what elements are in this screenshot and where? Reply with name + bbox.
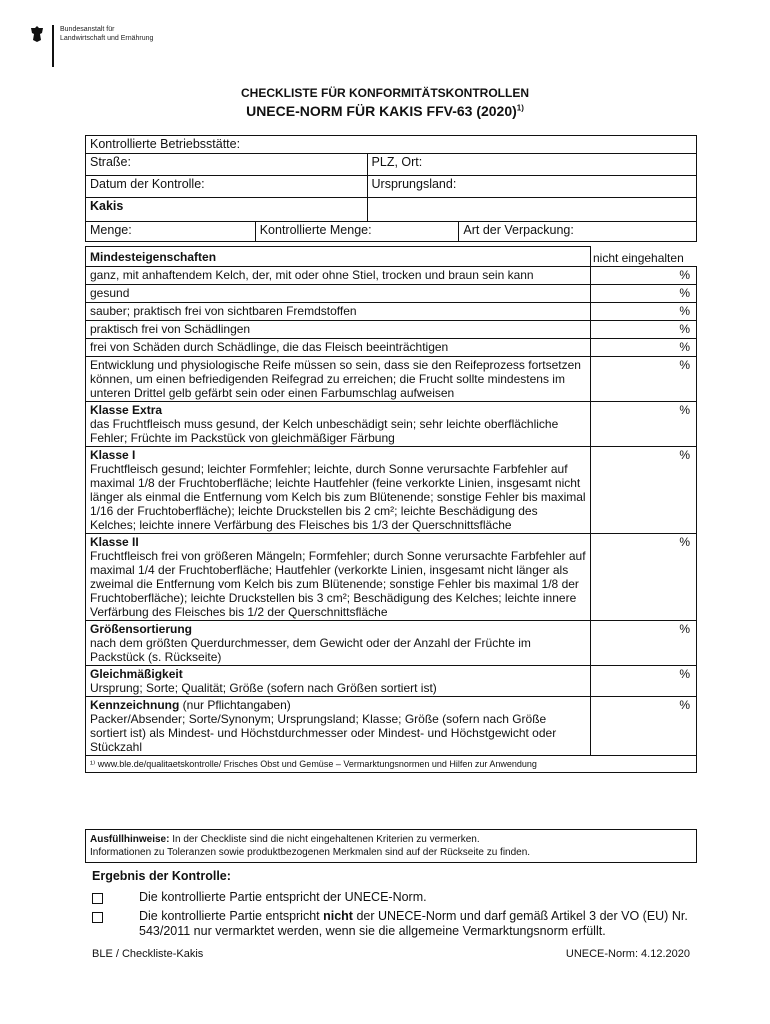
field-kontrollierte-menge[interactable]: Kontrollierte Menge: (255, 222, 459, 242)
ergebnis-section (92, 869, 702, 943)
footnote: ¹⁾ www.ble.de/qualitaetskontrolle/ Frisches Obst und Gemüse – Vermarktungsnormen und Hilfen zur Anwendung (86, 755, 697, 772)
nicht-eingehalten-header: nicht eingehalten (591, 247, 697, 267)
criterion-schaeden: frei von Schäden durch Schädlinge, die das Fleisch beeinträchtigen (86, 338, 591, 356)
criterion-schaedlinge: praktisch frei von Schädlingen (86, 320, 591, 338)
gleichmaessigkeit: Gleichmäßigkeit Ursprung; Sorte; Qualität; Größe (sofern nach Größen sortiert ist) (86, 665, 591, 696)
checklist-table (85, 246, 697, 773)
checkbox-not-conform[interactable] (92, 912, 103, 923)
result-option-not-conform: Die kontrollierte Partie entspricht nicht der UNECE-Norm und darf gemäß Artikel 3 der VO (EU) Nr. 543/2011 nur vermarktet werden, wenn sie die allgemeine Vermarktungsnorm erfüllt. (92, 909, 702, 939)
field-menge[interactable]: Menge: (86, 222, 256, 242)
document-title-line1: CHECKLISTE FÜR KONFORMITÄTSKONTROLLEN (241, 86, 529, 100)
footer-right: UNECE-Norm: 4.12.2020 (565, 948, 690, 960)
pct-field[interactable]: % (591, 696, 697, 755)
pct-field[interactable]: % (591, 665, 697, 696)
document-title-line2: UNECE-NORM FÜR KAKIS FFV-63 $(2020)^{1)}$ (246, 103, 524, 119)
field-betriebsstaette[interactable]: Kontrollierte Betriebsstätte: (86, 136, 697, 154)
field-plz[interactable]: PLZ, Ort: (367, 154, 696, 176)
result-option-conform: Die kontrollierte Partie entspricht der UNECE-Norm. (92, 890, 702, 905)
klasse-extra: Klasse Extra das Fruchtfleisch muss gesund, der Kelch unbeschädigt sein; sehr leichte oberflächliche Fehler; Früchte im Packstück von gleichmäßiger Färbung (86, 401, 591, 446)
criterion-sauber: sauber; praktisch frei von sichtbaren Fremdstoffen (86, 302, 591, 320)
ergebnis-heading: Ergebnis der Kontrolle: (92, 869, 231, 883)
criterion-reife: Entwicklung und physiologische Reife müssen so sein, dass sie den Reifeprozess fortsetzen können, um einen befriedigenden Reifegrad zu erreichen; die Frucht sollte mindestens im unteren Drittel gelb gefärbt sein oder einen Farbumschlag aufweisen (86, 356, 591, 401)
pct-field[interactable]: % (591, 266, 697, 284)
logo-text: Bundesanstalt für Landwirtschaft und Ernährung (60, 26, 154, 42)
pct-field[interactable]: % (591, 338, 697, 356)
pct-field[interactable]: % (591, 620, 697, 665)
klasse-1: Klasse I Fruchtfleisch gesund; leichter Formfehler; leichte, durch Sonne verursachte Farbfehler auf maximal 1/8 der Fruchtoberfläche; leichte Hautfehler (feine verkorkte Linien, insgesamt nicht länger als einmal die Entfernung vom Kelch bis zum Blütenende; sonstige Fehler bis maximal 1/16 der Fruchtoberfläche); leichte Druckstellen bis 2 cm²; leichte Beschädigung des Kelches; leichte innere Verfärbung des Fleisches bis 1/3 der Querschnittsfläche (86, 446, 591, 533)
kennzeichnung: Kennzeichnung (nur Pflichtangaben) Packer/Absender; Sorte/Synonym; Ursprungsland; Klasse; Größe (sofern nach Größe sortiert ist) als Mindest- und Höchstdurchmesser oder Mindest- und Höchstgewicht oder Stückzahl (86, 696, 591, 755)
field-verpackung[interactable]: Art der Verpackung: (459, 222, 697, 242)
criterion-ganz: ganz, mit anhaftendem Kelch, der, mit oder ohne Stiel, trocken und braun sein kann (86, 266, 591, 284)
pct-field[interactable]: % (591, 284, 697, 302)
ausfuellhinweise: Ausfüllhinweise: In der Checkliste sind die nicht eingehaltenen Kriterien zu vermerken. Informationen zu Toleranzen sowie produktbezogenen Merkmalen sind auf der Rückseite zu finden. (85, 829, 697, 863)
ble-logo (30, 25, 153, 67)
mindesteigenschaften-header: Mindesteigenschaften (86, 247, 591, 267)
checkbox-conform[interactable] (92, 893, 103, 904)
field-ursprungsland[interactable]: Ursprungsland: (367, 176, 696, 198)
logo-divider (52, 25, 54, 67)
pct-field[interactable]: % (591, 401, 697, 446)
criterion-gesund: gesund (86, 284, 591, 302)
footer-left: BLE / Checkliste-Kakis (92, 948, 204, 960)
pct-field[interactable]: % (591, 302, 697, 320)
empty-cell (367, 198, 696, 222)
product-name: Kakis (86, 198, 368, 222)
groessensortierung: Größensortierung nach dem größten Querdurchmesser, dem Gewicht oder der Anzahl der Früchte im Packstück (s. Rückseite) (86, 620, 591, 665)
pct-field[interactable]: % (591, 533, 697, 620)
pct-field[interactable]: % (591, 320, 697, 338)
field-strasse[interactable]: Straße: (86, 154, 368, 176)
eagle-icon (30, 25, 44, 43)
field-datum[interactable]: Datum der Kontrolle: (86, 176, 368, 198)
klasse-2: Klasse II Fruchtfleisch frei von größeren Mängeln; Formfehler; durch Sonne verursachte Farbfehler auf maximal 1/4 der Fruchtoberfläche; Hautfehler (verkorkte Linien, insgesamt nicht länger als zweimal die Entfernung vom Kelch bis zum Blütenende; sonstige Fehler bis maximal 1/8 der Fruchtoberfläche); leichte Druckstellen bis 3 cm²; Beschädigung des Kelches; leichte innere Verfärbung des Fleisches bis 1/2 der Querschnittsfläche (86, 533, 591, 620)
inspection-form (85, 135, 697, 242)
pct-field[interactable]: % (591, 356, 697, 401)
pct-field[interactable]: % (591, 446, 697, 533)
